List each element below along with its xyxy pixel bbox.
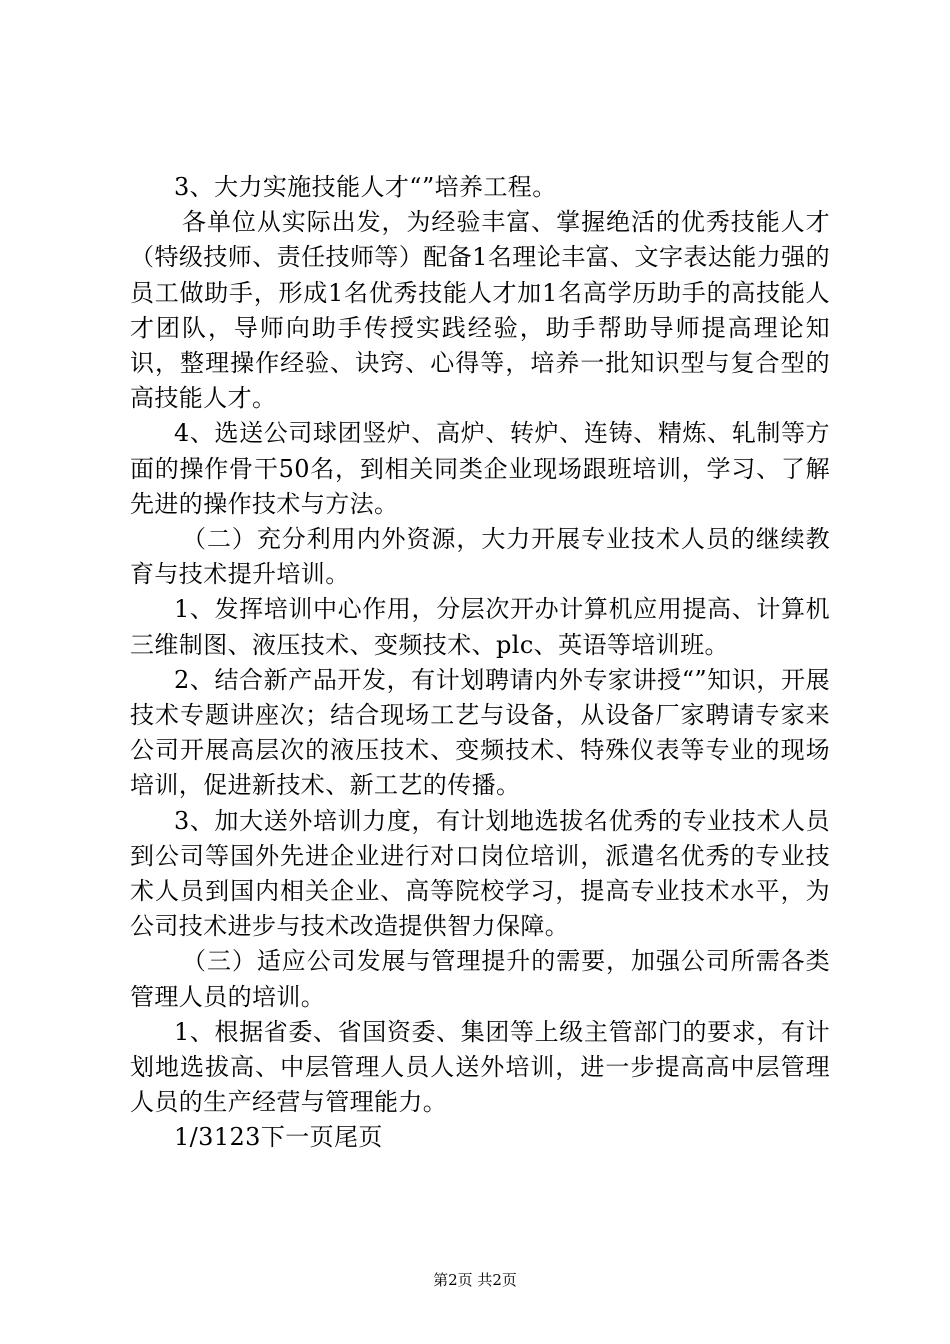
paragraph: 3、大力实施技能人才“”培养工程。 [174, 173, 557, 201]
paragraph: 2、结合新产品开发，有计划聘请内外专家讲授“”知识，开展技术专题讲座次；结合现场工艺与设备，从设备厂家聘请专家来公司开展高层次的液压技术、变频技术、特殊仪表等专业的现场培训，促进新技术、新工艺的传播。 [130, 665, 830, 800]
paragraph: 1、发挥培训中心作用，分层次开办计算机应用提高、计算机三维制图、液压技术、变频技术、plc、英语等培训班。 [130, 595, 830, 659]
document-body [130, 170, 830, 1156]
page-nav-line: 1/3123下一页尾页 [174, 1123, 383, 1152]
paragraph: 4、选送公司球团竖炉、高炉、转炉、连铸、精炼、轧制等方面的操作骨干50名，到相关同类企业现场跟班培训，学习、了解先进的操作技术与方法。 [130, 419, 830, 518]
paragraph: 1、根据省委、省国资委、集团等上级主管部门的要求，有计划地选拔高、中层管理人员人送外培训，进一步提高高中层管理人员的生产经营与管理能力。 [130, 1017, 830, 1117]
paragraph: （二）充分利用内外资源，大力开展专业技术人员的继续教育与技术提升培训。 [130, 525, 830, 589]
page-footer: 第2页 共2页 [433, 1271, 517, 1289]
paragraph: （三）适应公司发展与管理提升的需要，加强公司所需各类管理人员的培训。 [130, 947, 830, 1011]
paragraph: 各单位从实际出发，为经验丰富、掌握绝活的优秀技能人才（特级技师、责任技师等）配备1名理论丰富、文字表达能力强的员工做助手，形成1名优秀技能人才加1名高学历助手的高技能人才团队，导师向助手传授实践经验，助手帮助导师提高理论知识，整理操作经验、诀窍、心得等，培养一批知识型与复合型的高技能人才。 [130, 208, 830, 413]
paragraph: 3、加大送外培训力度，有计划地选拔名优秀的专业技术人员到公司等国外先进企业进行对口岗位培训，派遣名优秀的专业技术人员到国内相关企业、高等院校学习，提高专业技术水平，为公司技术进步与技术改造提供智力保障。 [130, 806, 830, 941]
